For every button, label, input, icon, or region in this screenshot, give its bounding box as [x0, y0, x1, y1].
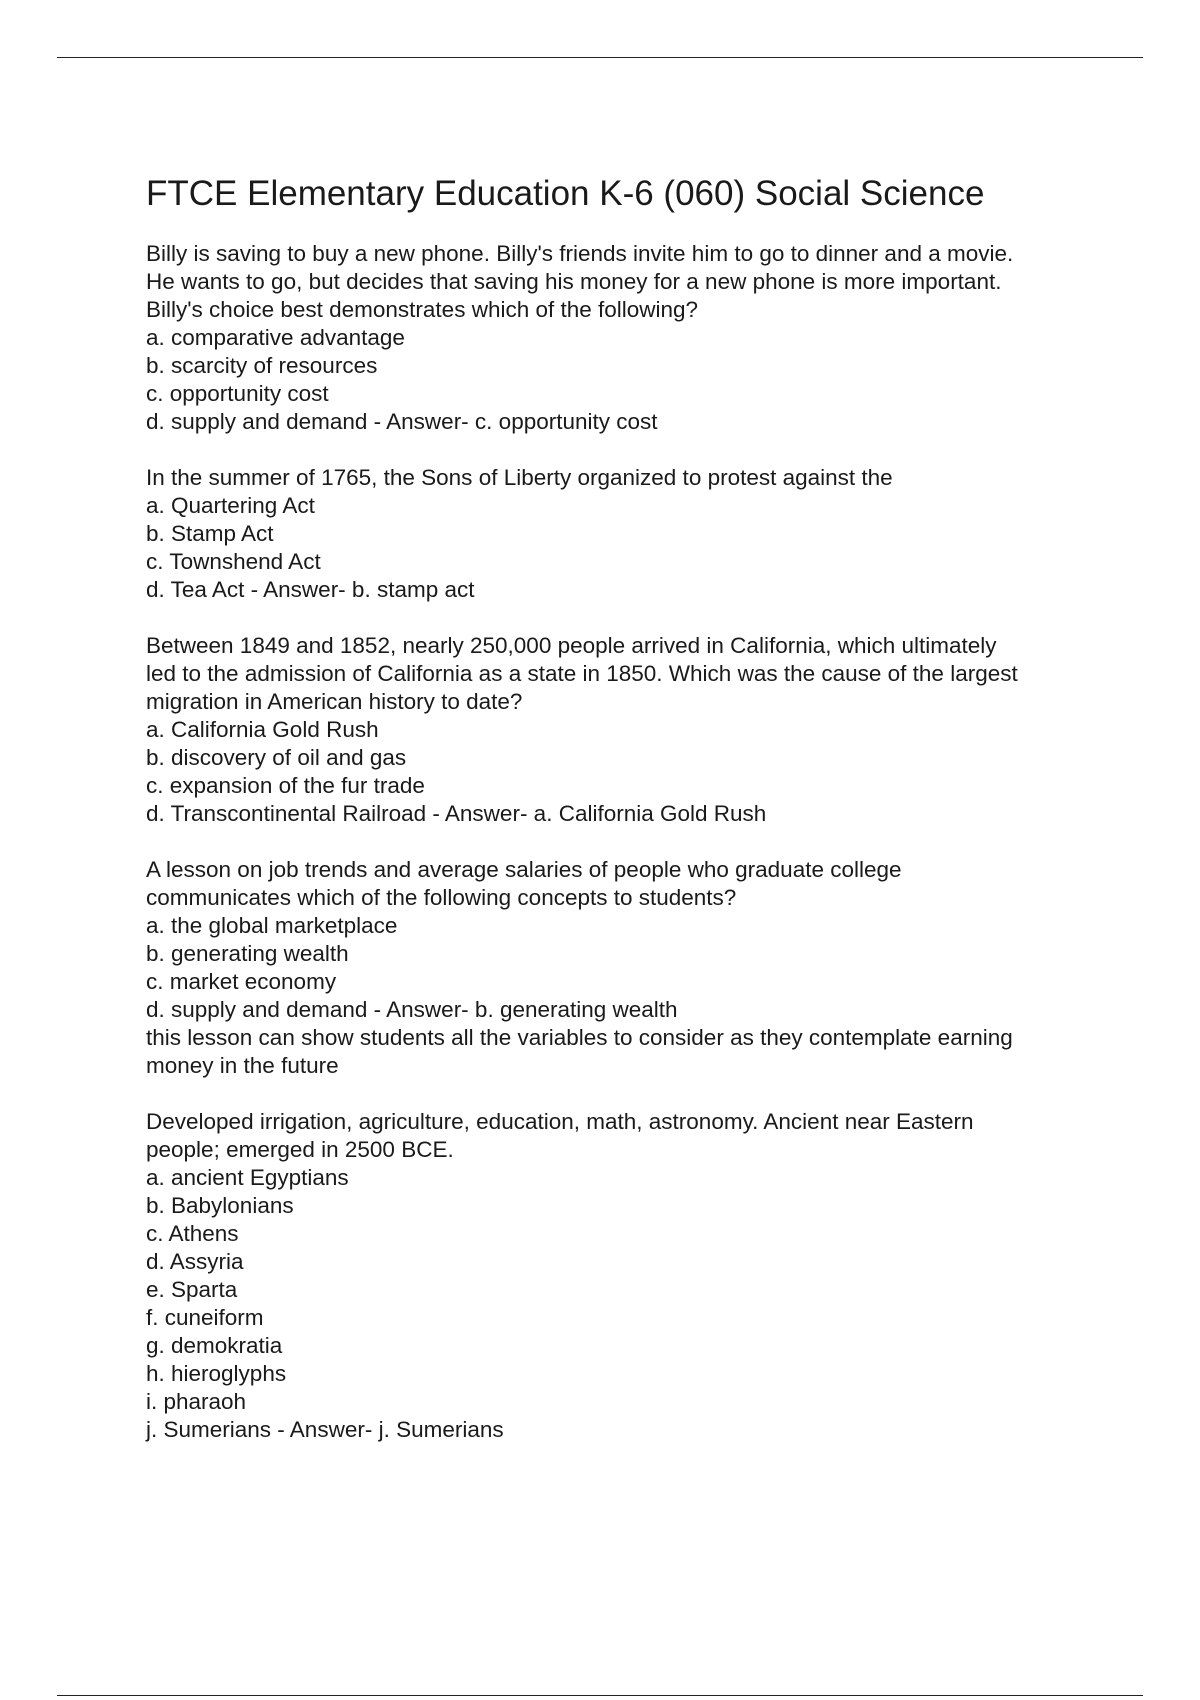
text-line: people; emerged in 2500 BCE. [146, 1137, 454, 1162]
text-line: migration in American history to date? [146, 689, 523, 714]
answer-option: c. expansion of the fur trade [146, 773, 425, 798]
document-body [146, 170, 1106, 1472]
question-block-5 [146, 1108, 1106, 1444]
text-line: A lesson on job trends and average salaries of people who graduate college [146, 857, 902, 882]
question-block-4 [146, 856, 1106, 1080]
text-line: Billy is saving to buy a new phone. Billy's friends invite him to go to dinner and a movie. [146, 241, 1014, 266]
answer-option: c. market economy [146, 969, 337, 994]
answer-option: a. the global marketplace [146, 913, 398, 938]
answer-option: b. Babylonians [146, 1193, 294, 1218]
answer-option: d. supply and demand - Answer- b. generating wealth [146, 997, 678, 1022]
text-line: communicates which of the following concepts to students? [146, 885, 737, 910]
answer-option: a. comparative advantage [146, 325, 405, 350]
answer-option: g. demokratia [146, 1333, 283, 1358]
answer-option: d. Assyria [146, 1249, 244, 1274]
answer-option: b. scarcity of resources [146, 353, 378, 378]
answer-option: c. Townshend Act [146, 549, 321, 574]
answer-option: d. Tea Act - Answer- b. stamp act [146, 577, 475, 602]
answer-option: c. opportunity cost [146, 381, 329, 406]
answer-option: a. ancient Egyptians [146, 1165, 349, 1190]
answer-option: c. Athens [146, 1221, 239, 1246]
answer-option: b. Stamp Act [146, 521, 274, 546]
text-line: led to the admission of California as a state in 1850. Which was the cause of the largest [146, 661, 1018, 686]
answer-option: a. Quartering Act [146, 493, 315, 518]
answer-option: h. hieroglyphs [146, 1361, 287, 1386]
answer-option: b. discovery of oil and gas [146, 745, 407, 770]
question-block-3 [146, 632, 1106, 828]
question-block-2 [146, 464, 1106, 604]
bottom-rule [57, 1695, 1143, 1696]
answer-option: f. cuneiform [146, 1305, 264, 1330]
text-line: this lesson can show students all the variables to consider as they contemplate earning [146, 1025, 1013, 1050]
answer-option: d. Transcontinental Railroad - Answer- a. California Gold Rush [146, 801, 767, 826]
text-line: money in the future [146, 1053, 339, 1078]
answer-option: d. supply and demand - Answer- c. opportunity cost [146, 409, 658, 434]
text-line: He wants to go, but decides that saving his money for a new phone is more important. [146, 269, 1002, 294]
answer-option: j. Sumerians - Answer- j. Sumerians [146, 1417, 504, 1442]
top-rule [57, 57, 1143, 58]
answer-option: b. generating wealth [146, 941, 349, 966]
answer-option: i. pharaoh [146, 1389, 247, 1414]
answer-option: e. Sparta [146, 1277, 238, 1302]
document-title: FTCE Elementary Education K-6 (060) Social Science [146, 174, 985, 213]
text-line: In the summer of 1765, the Sons of Liberty organized to protest against the [146, 465, 893, 490]
text-line: Billy's choice best demonstrates which of the following? [146, 297, 699, 322]
text-line: Developed irrigation, agriculture, education, math, astronomy. Ancient near Eastern [146, 1109, 974, 1134]
question-block-1 [146, 240, 1106, 436]
answer-option: a. California Gold Rush [146, 717, 379, 742]
text-line: Between 1849 and 1852, nearly 250,000 people arrived in California, which ultimately [146, 633, 997, 658]
